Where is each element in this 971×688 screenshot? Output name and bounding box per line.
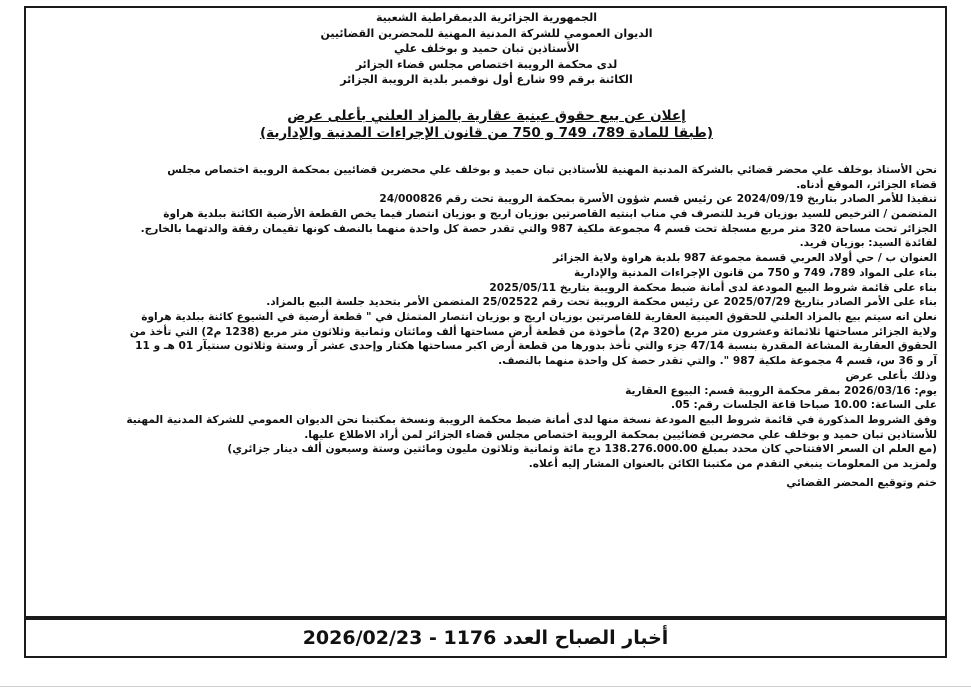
body-line: وذلك بأعلى عرض [845, 369, 937, 382]
title-subline: (طبقا للمادة 789، 749 و 750 من قانون الإجراءات المدنية والإدارية) [259, 124, 714, 141]
notice-title [36, 108, 937, 142]
notice-header [36, 10, 937, 88]
newspaper-footer [24, 618, 947, 658]
header-line: الديوان العمومي للشركة المدنية المهنية للمحضرين القضائيين [320, 26, 653, 40]
body-line: وفق الشروط المذكورة في قائمة شروط البيع المودعة نسخة منها لدى أمانة ضبط محكمة الرويبة ونسخة بمكتبنا نحن الديوان العمومي للشركة المدنية المهنية [126, 413, 937, 426]
body-line: نحن الأستاذ بوخلف علي محضر قضائي بالشركة المدنية المهنية للأستاذين تبان حميد و بوخلف علي محضرين قضائيين بمحكمة الرويبة اختصاص مجلس [167, 163, 937, 176]
footer-text: أخبار الصباح العدد 1176 - 2026/02/23 [302, 627, 669, 649]
body-line: (مع العلم ان السعر الافتتاحي كان محدد بمبلغ 138.276.000.00 دج مائة وثمانية وثلاثون مليون ومائتين وستة وسبعون ألف دينار جزائري) [227, 443, 937, 456]
body-line: يوم: 2026/03/16 بمقر محكمة الرويبة قسم: البيوع العقارية [625, 384, 937, 397]
body-line: بناء على المواد 789، 749 و 750 من قانون الإجراءات المدنية والإدارية [574, 266, 937, 279]
legal-notice [24, 6, 947, 618]
body-line: الجزائر تحت مساحة 320 متر مربع مسجلة تحت قسم 4 مجموعة ملكية 987 والتي تقدر حصة كل واحدة منهما بالنصف كونها تقيمان رفقة والدتهما بالخارج. [140, 222, 937, 235]
body-line: الحقوق العقارية المشاعة المقدرة بنسبة 47/14 جزء والتي تأخذ بدورها من قطعة أرض اكبر مساحتها هكتار وإحدى عشر آر وستة وثلاثون سنتيآر 01 هـ و 11 [135, 340, 937, 353]
body-line: لفائدة السيد: بوزيان فريد. [799, 237, 937, 250]
body-line: قضاء الجزائر، الموقع أدناه. [796, 178, 937, 191]
body-line: العنوان ب / حي أولاد العربي قسمة مجموعة 987 بلدية هراوة ولاية الجزائر [553, 252, 937, 265]
page-divider [0, 686, 971, 687]
title-line: إعلان عن بيع حقوق عينية عقارية بالمزاد العلني بأعلى عرض [287, 107, 686, 124]
body-line: على الساعة: 10.00 صباحا قاعة الجلسات رقم: 05. [671, 399, 937, 412]
header-line: الكائنة برقم 99 شارع أول نوفمبر بلدية الرويبة الجزائر [340, 73, 633, 87]
body-line: بناء على قائمة شروط البيع المودعة لدى أمانة ضبط محكمة الرويبة بتاريخ 2025/05/11 [489, 281, 937, 294]
body-line: ولمزيد من المعلومات ينبغي التقدم من مكتبنا الكائن بالعنوان المشار إليه أعلاه. [528, 458, 937, 471]
header-line: الأستاذين تبان حميد و بوخلف علي [393, 42, 580, 56]
body-line: المتضمن / الترخيص للسيد بوزيان فريد للتصرف في مناب ابنتيه القاصرتين بوزيان اريج و بوزيان انتصار فيما يخص القطعة الأرضية الكائنة ببلدية هراوة [163, 208, 937, 221]
signature-line: ختم وتوقيع المحضر القضائي [786, 476, 937, 489]
body-line: تنفيذا للأمر الصادر بتاريخ 2024/09/19 عن رئيس قسم شؤون الأسرة بمحكمة الرويبة تحت رقم 24/000826 [379, 193, 937, 206]
body-line: ولاية الجزائر مساحتها ثلاثمائة وعشرون متر مربع (320 م2) مأخوذة من قطعة أرض مساحتها ألف ومائتان وثمانية وثلاثون متر مربع (1238 م2) التي تأخذ من [129, 325, 937, 338]
body-line: نعلن انه سيتم بيع بالمزاد العلني للحقوق العينية العقارية للقاصرتين بوزيان اريج و بوزيان انتصار المتمثل في " قطعة أرضية في الشيوع كائنة ببلدية هراوة [141, 311, 937, 323]
body-line: آر و 36 س، قسم 4 مجموعة ملكية 987 ". والتي تقدر حصة كل واحدة منهما بالنصف. [498, 355, 937, 368]
notice-body [36, 163, 937, 490]
body-line: للأستاذين تبان حميد و بوخلف علي محضرين قضائيين بمحكمة الرويبة اختصاص مجلس قضاء الجزائر لمن أراد الاطلاع عليها. [304, 428, 937, 441]
header-line: لدى محكمة الرويبة اختصاص مجلس قضاء الجزائر [355, 57, 618, 71]
header-line: الجمهورية الجزائرية الديمقراطية الشعبية [376, 11, 597, 24]
body-line: بناء على الأمر الصادر بتاريخ 2025/07/29 عن رئيس محكمة الرويبة تحت رقم 25/02522 المتضمن الأمر بتحديد جلسة البيع بالمزاد. [266, 296, 937, 309]
